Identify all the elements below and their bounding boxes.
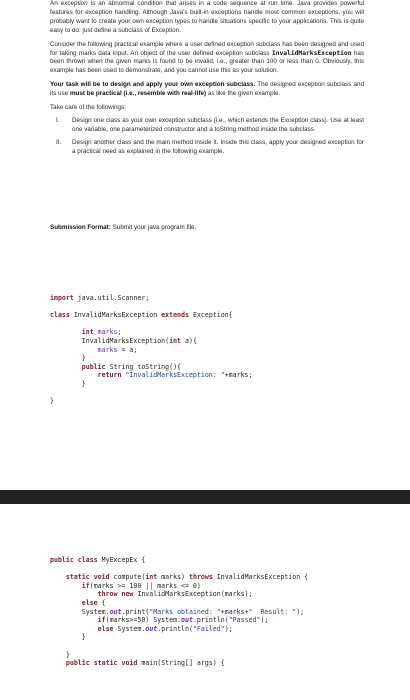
intro-paragraph: An exception is an abnormal condition that arises in a code sequence at run time. Java provides powerful features for exception handling. Although Java's built-in exceptions handle most common exceptions, you will probably want to create your own exception types to handle situations specific to your applications. This is quite easy to do: just define a subclass of Exception.	[50, 0, 365, 34]
requirement-item: II. Design another class and the main method inside it. Inside this class, apply your designed exception for a practical need as explained in the following example.	[56, 138, 364, 155]
page-separator	[0, 490, 410, 504]
submission-format: Submission Format: Submit your java program file.	[50, 224, 197, 231]
code-block-main-class: public class MyExcepEx { static void compute(int marks) throws InvalidMarksException { if(marks >= 100 || marks <= 0) throw new InvalidMarksException(marks); else { System.out.print("Marks obtained: "+marks+" Result: "); if(marks>=50) System.out.println("Passed"); else System.out.println("Failed"); } } public static void main(String[] args) {	[50, 556, 309, 668]
code-block-exception-class: import java.util.Scanner; class InvalidMarksException extends Exception{ int marks; InvalidMarksException(int a){ marks = a; } public String toString(){ return "InvalidMarksException: "+marks; } }	[50, 294, 253, 406]
code-page	[0, 504, 410, 700]
assignment-text	[50, 0, 364, 161]
requirement-item: I. Design one class as your own exception subclass (i.e., which extends the Exception class). Use at least one variable, one parameterized constructor and a toString method inside the subclass.	[56, 116, 364, 133]
task-paragraph: Your task will be to design and apply your own exception subclass. The designed exception subclass and its use must be practical (i.e., resemble with real-life) as like the given example.	[50, 81, 364, 98]
take-care-heading: Take care of the followings:	[50, 104, 126, 112]
example-paragraph: Consider the following practical example where a user defined exception subclass has been designed and used for taking marks data input. An object of the user defined exception subclass InvalidMarksException has been thrown when the given marks is found to be invalid, i.e., greater than 100 or less than 0. Obviously, this example has been used to demonstrate, and you cannot use this as your solution.	[50, 40, 364, 75]
requirements-list	[50, 117, 364, 157]
